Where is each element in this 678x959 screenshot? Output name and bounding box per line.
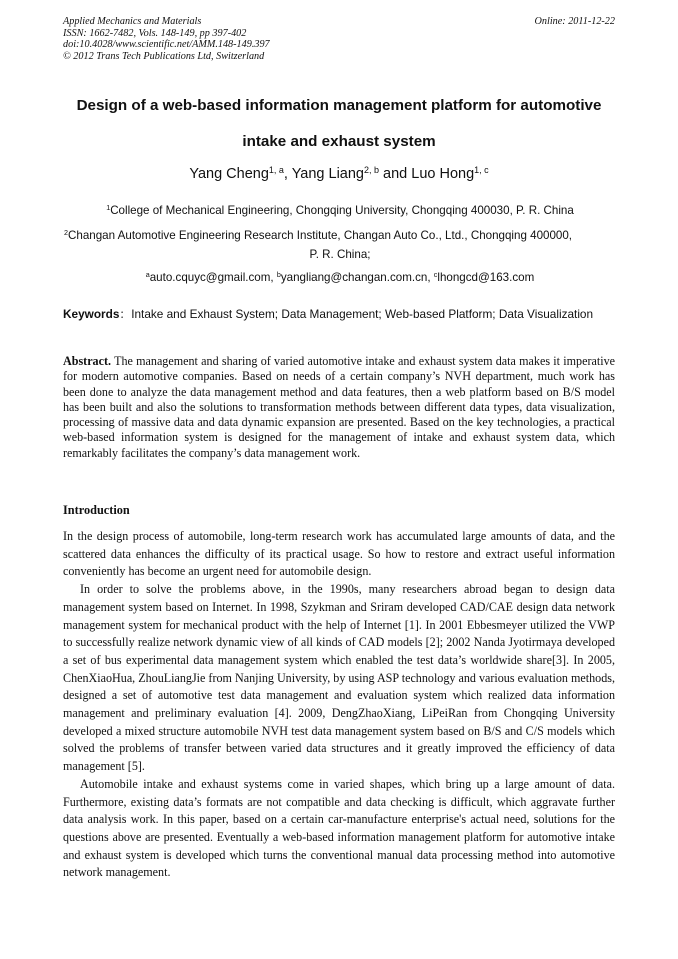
email-link[interactable]: auto.cquyc@gmail.com — [149, 271, 271, 284]
introduction-body — [63, 528, 615, 882]
email-separator: , — [427, 271, 434, 284]
abstract-text: The management and sharing of varied automotive intake and exhaust system data makes it imperative for modern automotive companies. Based on needs of a certain company’s NVH department, much work has been done to analyze the data management method and data features, then a web platform based on B/S model has been built and also the solutions to transformation methods between different data types, data visualization, processing of massive data and data dynamic expansion are presented. Based on the key technologies, a practical web-based information system is designed for the management of intake and exhaust system data, which remarkably facilitates the company’s data management work. — [63, 354, 615, 460]
keywords-text: Intake and Exhaust System; Data Management; Web-based Platform; Data Visualization — [131, 307, 594, 321]
keywords-label: Keywords — [63, 307, 120, 321]
intro-paragraph: In the design process of automobile, long-term research work has accumulated large amounts of data, and the scattered data enhances the difficulty of its practical usage. So how to restore and extract useful information conveniently has become an urgent need for automobile design. — [63, 529, 615, 579]
email-sup: c — [433, 270, 438, 280]
affiliation-sup: 1 — [106, 203, 111, 213]
author-sup: 2, b — [364, 165, 379, 176]
section-heading-introduction: Introduction — [63, 503, 130, 517]
journal-name: Applied Mechanics and Materials — [63, 16, 202, 27]
affiliation-text: Changan Automotive Engineering Research Institute, Changan Auto Co., Ltd., Chongqing 400000, — [68, 229, 573, 242]
issn-line: ISSN: 1662-7482, Vols. 148-149, pp 397-402 — [63, 27, 247, 39]
online-date: Online: 2011-12-22 — [534, 16, 615, 27]
abstract-label: Abstract. — [63, 354, 112, 368]
email-link[interactable]: yangliang@changan.com.cn — [280, 271, 428, 284]
author-list — [60, 166, 618, 182]
email-separator: , — [270, 271, 277, 284]
email-link[interactable]: lhongcd@163.com — [437, 271, 535, 284]
email-list — [64, 268, 616, 287]
affiliation-2 — [64, 226, 616, 264]
author-sup: 1, c — [474, 165, 489, 176]
affiliation-text: College of Mechanical Engineering, Chongqing University, Chongqing 400030, P. R. China — [110, 204, 574, 217]
intro-paragraph: In order to solve the problems above, in the 1990s, many researchers abroad began to design data management system based on Internet. In 1998, Szykman and Sriram developed CAD/CAE design data network management system for mechanical product with the help of Internet [1]. In 2001 Ebbesmeyer utilized the VWP to successfully realize network dynamic view of all kinds of CAD models [2]; 2002 Nanda Jyotirmaya developed a set of bus experimental data management system which enabled the test data’s worldwide share[3]. In 2005, ChenXiaoHua, ZhouLiangJie from Nanjing University, by using ASP technology and various evaluation methods, designed a set of automotive test data management and evaluation system which realized data information management and preliminary evaluation [4]. 2009, DengZhaoXiang, LiPeiRan from Chongqing University developed a mixed structure automobile NVH test data management system based on B/S and C/S models which solved the problems of transfer between varied data structures and it greatly improved the efficiency of data management [5]. — [63, 582, 615, 774]
author-separator: and — [379, 166, 412, 182]
journal-header — [63, 16, 615, 62]
author-name: Luo Hong — [411, 166, 475, 182]
email-sup: a — [145, 270, 150, 280]
keywords-colon: ： — [119, 307, 132, 321]
author-name: Yang Cheng — [189, 166, 269, 182]
copyright-line: © 2012 Trans Tech Publications Ltd, Switzerland — [63, 50, 265, 62]
affiliation-sup: 2 — [64, 228, 68, 238]
author-sup: 1, a — [268, 165, 284, 176]
author-separator: , — [283, 166, 292, 182]
affiliation-text-line2: P. R. China; — [309, 248, 371, 261]
abstract-block — [63, 354, 615, 461]
affiliation-1 — [64, 201, 616, 220]
doi-line: doi:10.4028/www.scientific.net/AMM.148-149.397 — [63, 39, 270, 51]
author-name: Yang Liang — [291, 166, 364, 182]
email-sup: b — [276, 270, 281, 280]
intro-paragraph: Automobile intake and exhaust systems come in varied shapes, which bring up a large amount of data. Furthermore, existing data’s formats are not compatible and data checking is difficult, which aggravate further data analysis work. In this paper, based on a certain car-manufacture enterprise's actual need, solutions for the questions above are presented. Eventually a web-based information management platform for automotive intake and exhaust system is developed which turns the conventional manual data processing method into automotive network management. — [63, 776, 615, 880]
paper-title: Design of a web-based information management platform for automotive intake and exhaust system — [76, 97, 602, 150]
keywords-block — [63, 306, 615, 323]
